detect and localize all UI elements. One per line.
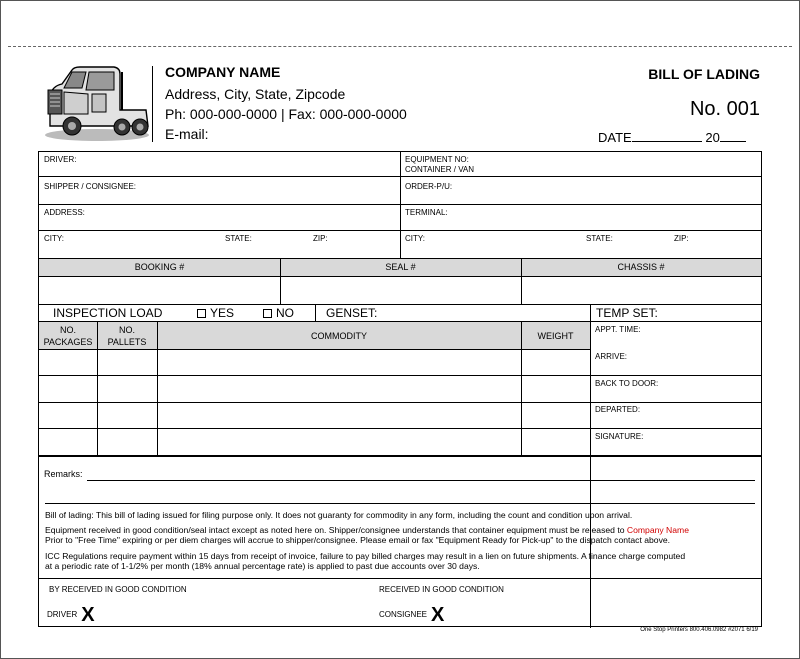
zip-label-right: ZIP: bbox=[674, 234, 689, 243]
terminal-label: TERMINAL: bbox=[405, 208, 448, 217]
remarks-line-1[interactable] bbox=[87, 480, 755, 481]
packages-header-line1: NO. bbox=[59, 325, 76, 335]
driver-label: DRIVER: bbox=[44, 155, 77, 164]
company-name: COMPANY NAME bbox=[165, 64, 281, 80]
city-label-right: CITY: bbox=[405, 234, 426, 243]
signature-label: SIGNATURE: bbox=[595, 432, 644, 441]
company-email: E-mail: bbox=[165, 126, 209, 142]
col-line bbox=[157, 321, 158, 455]
document-number: No. 001 bbox=[689, 98, 760, 120]
appt-time-label: APPT. TIME: bbox=[595, 325, 641, 334]
address-label: ADDRESS: bbox=[44, 208, 85, 217]
equipment-no-label: EQUIPMENT NO: bbox=[405, 155, 469, 164]
yes-label: YES bbox=[210, 306, 235, 320]
packages-header bbox=[39, 324, 97, 348]
date-label: DATE bbox=[598, 130, 632, 145]
terms-company-name: Company Name bbox=[626, 525, 689, 535]
row-line bbox=[39, 375, 761, 376]
top-block-divider bbox=[400, 152, 401, 258]
shipper-consignee-label: SHIPPER / CONSIGNEE: bbox=[44, 182, 137, 191]
header-divider bbox=[152, 66, 153, 142]
no-checkbox[interactable] bbox=[263, 309, 272, 318]
seal-label: SEAL # bbox=[385, 262, 416, 272]
row-line bbox=[39, 204, 761, 205]
consignee-x-mark: X bbox=[431, 604, 445, 626]
zip-label-left: ZIP: bbox=[313, 234, 328, 243]
packages-header-line2: PACKAGES bbox=[43, 337, 93, 347]
terms-equipment bbox=[45, 525, 757, 545]
company-phone: Ph: 000-000-0000 | Fax: 000-000-0000 bbox=[165, 106, 407, 122]
row-line bbox=[39, 276, 761, 277]
by-received-label: BY RECEIVED IN GOOD CONDITION bbox=[49, 585, 187, 594]
no-label: NO bbox=[276, 306, 294, 320]
row-line bbox=[39, 578, 761, 579]
received-good-condition-label: RECEIVED IN GOOD CONDITION bbox=[379, 585, 504, 594]
pallets-header-line2: PALLETS bbox=[107, 337, 147, 347]
row-line bbox=[39, 230, 761, 231]
terms-equipment-text: Equipment received in good condition/seal intact except as noted here on. Shipper/consignee understands that container equipment must be released to bbox=[45, 525, 627, 535]
terms-icc-line1: ICC Regulations require payment within 15 days from receipt of invoice, failure to pay billed charges may result in a lien on future shipments. A finance charge computed bbox=[45, 551, 686, 561]
driver-signature-field[interactable] bbox=[47, 604, 95, 627]
driver-sign-label: DRIVER bbox=[47, 610, 78, 619]
terms-free-time: Prior to "Free Time" expiring or per diem charges will accrue to shipper/consignee. Please email or fax "Equipment Ready for Pick-up" to the dispatch contact above. bbox=[45, 535, 671, 545]
year-field[interactable] bbox=[720, 130, 746, 142]
terms-icc-line2: at a periodic rate of 1-1/2% per month (18% annual percentage rate) is applied to past due accounts over 30 days. bbox=[45, 561, 480, 571]
company-address: Address, City, State, Zipcode bbox=[165, 86, 346, 102]
pallets-header bbox=[97, 324, 157, 348]
chassis-label: CHASSIS # bbox=[617, 262, 665, 272]
driver-x-mark: X bbox=[81, 604, 95, 626]
order-pu-label: ORDER-P/U: bbox=[405, 182, 453, 191]
departed-label: DEPARTED: bbox=[595, 405, 641, 414]
state-label-right: STATE: bbox=[586, 234, 613, 243]
document-title: BILL OF LADING bbox=[648, 66, 760, 82]
row-line bbox=[39, 349, 590, 350]
arrive-label: ARRIVE: bbox=[595, 352, 628, 361]
date-line bbox=[598, 130, 746, 145]
remarks-line-2[interactable] bbox=[45, 503, 755, 504]
row-line bbox=[39, 176, 761, 177]
back-to-door-label: BACK TO DOOR: bbox=[595, 379, 659, 388]
terms-icc bbox=[45, 551, 757, 571]
date-field[interactable] bbox=[632, 130, 702, 142]
yes-option[interactable] bbox=[197, 306, 234, 320]
row-line bbox=[39, 428, 761, 429]
consignee-sign-label: CONSIGNEE bbox=[379, 610, 428, 619]
truck-logo-icon bbox=[42, 64, 152, 142]
bill-of-lading-form bbox=[38, 151, 762, 627]
row-line bbox=[39, 402, 761, 403]
col-line bbox=[315, 304, 316, 321]
col-line bbox=[590, 304, 591, 628]
commodity-header: COMMODITY bbox=[311, 331, 367, 341]
printer-footer: One Stop Printers 800.406.0982 #2071 6/19 bbox=[640, 627, 758, 633]
consignee-signature-field[interactable] bbox=[379, 604, 444, 627]
weight-header: WEIGHT bbox=[537, 331, 574, 341]
container-van-label: CONTAINER / VAN bbox=[405, 165, 475, 174]
inspection-load-label: INSPECTION LOAD bbox=[53, 306, 163, 320]
booking-label: BOOKING # bbox=[134, 262, 185, 272]
temp-set-label: TEMP SET: bbox=[596, 306, 658, 320]
remarks-label: Remarks: bbox=[44, 469, 83, 479]
perforation-line bbox=[8, 46, 792, 47]
state-label-left: STATE: bbox=[225, 234, 252, 243]
row-line bbox=[39, 456, 761, 457]
yes-checkbox[interactable] bbox=[197, 309, 206, 318]
terms-filing: Bill of lading: This bill of lading issued for filing purpose only. It does not guaranty for commodity in any form, including the count and condition upon arrival. bbox=[45, 510, 633, 520]
city-label-left: CITY: bbox=[44, 234, 65, 243]
col-line bbox=[521, 321, 522, 455]
pallets-header-line1: NO. bbox=[118, 325, 135, 335]
no-option[interactable] bbox=[263, 306, 294, 320]
date-year: 20 bbox=[705, 130, 720, 145]
row-line bbox=[39, 304, 761, 305]
genset-label: GENSET: bbox=[326, 306, 378, 320]
